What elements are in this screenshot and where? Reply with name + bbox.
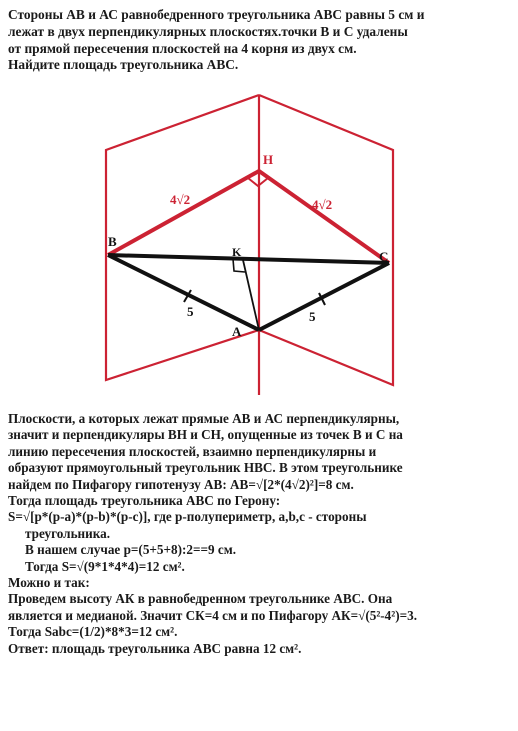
problem-line: Найдите площадь треугольника АВС.	[8, 57, 239, 73]
label-ch-length: 4√2	[312, 197, 333, 212]
problem-line: от прямой пересечения плоскостей на 4 корня из двух см.	[8, 40, 357, 56]
right-triangle-hbc	[108, 171, 389, 263]
segment-ac	[259, 263, 389, 330]
solution-line: треугольника.	[25, 525, 111, 541]
segment-ch	[259, 171, 389, 263]
solution-line: Тогда площадь треугольника АВС по Герону:	[8, 493, 281, 509]
planes	[106, 95, 393, 395]
solution-line: S=√[p*(p-a)*(p-b)*(p-c)], где р-полупериметр, а,b,с - стороны	[8, 509, 367, 525]
segment-bh	[108, 171, 259, 255]
label-h: H	[263, 152, 274, 167]
solution-line: В нашем случае р=(5+5+8):2==9 см.	[25, 542, 237, 558]
solution-line: Тогда Sabc=(1/2)*8*3=12 см².	[8, 624, 178, 640]
solution-text	[8, 411, 516, 657]
label-b: B	[108, 234, 117, 249]
segment-ak	[243, 260, 259, 330]
solution-line: Тогда S=√(9*1*4*4)=12 см².	[25, 558, 185, 574]
solution-line: Плоскости, а которых лежат прямые АВ и АС перпендикулярны,	[8, 411, 400, 426]
segment-bc	[108, 255, 389, 263]
solution-line: Ответ: площадь треугольника АВС равна 12 см².	[8, 640, 302, 656]
triangle-abc	[108, 255, 389, 330]
label-a: A	[232, 324, 242, 339]
right-plane	[259, 95, 393, 385]
solution-line: Проведем высоту АК в равнобедренном треугольнике АВС. Она	[8, 591, 393, 607]
solution-line: найдем по Пифагору гипотенузу АВ: АВ=√[2*(4√2)²]=8 см.	[8, 476, 354, 492]
problem-line: Стороны АВ и АС равнобедренного треугольника АВС равны 5 см и	[8, 7, 425, 22]
problem-line: лежат в двух перпендикулярных плоскостях.точки В и С удалены	[8, 23, 408, 39]
label-ab-length: 5	[187, 304, 194, 319]
label-ac-length: 5	[309, 309, 316, 324]
solution-line: значит и перпендикуляры ВН и СН, опущенные из точек В и С на	[8, 427, 403, 443]
label-k: K	[232, 245, 242, 259]
solution-line: является и медианой. Значит СК=4 см и по Пифагору АК=√(5²-4²)=3.	[8, 607, 418, 623]
segment-ab	[108, 255, 259, 330]
label-bh-length: 4√2	[170, 192, 191, 207]
solution-line: линию пересечения плоскостей, взаимно перпендикулярны и	[8, 443, 377, 459]
solution-line: Можно и так:	[8, 575, 90, 591]
label-c: C	[379, 249, 389, 264]
solution-line: образуют прямоугольный треугольник НВС. В этом треугольнике	[8, 460, 403, 476]
